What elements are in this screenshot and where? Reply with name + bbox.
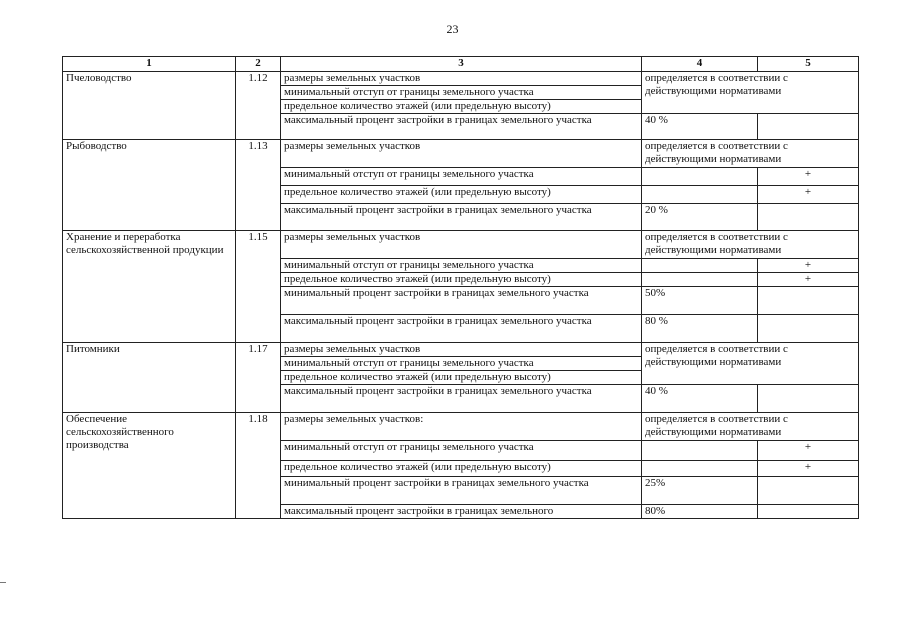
use-name: Хранение и переработка сельскохозяйственной продукции xyxy=(63,231,236,343)
param-cell: размеры земельных участков: xyxy=(281,413,642,441)
merged-value-cell: определяется в соответствии с действующими нормативами xyxy=(642,72,859,114)
percent-cell: 40 % xyxy=(642,114,758,140)
param-cell: максимальный процент застройки в границах земельного участка xyxy=(281,204,642,231)
empty-cell xyxy=(758,315,859,343)
empty-cell xyxy=(758,114,859,140)
empty-cell xyxy=(642,461,758,477)
empty-cell xyxy=(758,287,859,315)
param-cell: предельное количество этажей (или предельную высоту) xyxy=(281,273,642,287)
table-row xyxy=(63,413,859,441)
header-col-1: 1 xyxy=(63,57,236,72)
merged-value-cell: определяется в соответствии с действующими нормативами xyxy=(642,140,859,168)
empty-cell xyxy=(758,505,859,519)
merged-value-cell: определяется в соответствии с действующими нормативами xyxy=(642,413,859,441)
param-cell: минимальный отступ от границы земельного участка xyxy=(281,259,642,273)
use-name: Питомники xyxy=(63,343,236,413)
header-col-4: 4 xyxy=(642,57,758,72)
param-cell: минимальный отступ от границы земельного участка xyxy=(281,441,642,461)
param-cell: размеры земельных участков xyxy=(281,72,642,86)
percent-cell: 80% xyxy=(642,505,758,519)
use-code: 1.12 xyxy=(236,72,281,140)
plus-cell: + xyxy=(758,168,859,186)
plus-cell: + xyxy=(758,441,859,461)
table-row xyxy=(63,140,859,168)
use-code: 1.13 xyxy=(236,140,281,231)
empty-cell xyxy=(758,385,859,413)
percent-cell: 25% xyxy=(642,477,758,505)
header-row xyxy=(63,57,859,72)
param-cell: максимальный процент застройки в границах земельного участка xyxy=(281,114,642,140)
param-cell: максимальный процент застройки в границах земельного xyxy=(281,505,642,519)
param-cell: максимальный процент застройки в границах земельного участка xyxy=(281,315,642,343)
empty-cell xyxy=(642,168,758,186)
table-row xyxy=(63,231,859,259)
header-col-5: 5 xyxy=(758,57,859,72)
param-cell: минимальный отступ от границы земельного участка xyxy=(281,357,642,371)
use-code: 1.18 xyxy=(236,413,281,519)
param-cell: минимальный процент застройки в границах земельного участка xyxy=(281,287,642,315)
param-cell: предельное количество этажей (или предельную высоту) xyxy=(281,186,642,204)
param-cell: предельное количество этажей (или предельную высоту) xyxy=(281,461,642,477)
plus-cell: + xyxy=(758,186,859,204)
percent-cell: 40 % xyxy=(642,385,758,413)
empty-cell xyxy=(642,441,758,461)
page-number: 23 xyxy=(446,22,459,36)
param-cell: предельное количество этажей (или предельную высоту) xyxy=(281,371,642,385)
percent-cell: 20 % xyxy=(642,204,758,231)
table-row xyxy=(63,343,859,357)
param-cell: максимальный процент застройки в границах земельного участка xyxy=(281,385,642,413)
header-col-2: 2 xyxy=(236,57,281,72)
plus-cell: + xyxy=(758,259,859,273)
param-cell: размеры земельных участков xyxy=(281,140,642,168)
use-code: 1.17 xyxy=(236,343,281,413)
plus-cell: + xyxy=(758,273,859,287)
param-cell: размеры земельных участков xyxy=(281,231,642,259)
param-cell: размеры земельных участков xyxy=(281,343,642,357)
param-cell: минимальный процент застройки в границах земельного участка xyxy=(281,477,642,505)
percent-cell: 50% xyxy=(642,287,758,315)
percent-cell: 80 % xyxy=(642,315,758,343)
empty-cell xyxy=(642,259,758,273)
header-col-3: 3 xyxy=(281,57,642,72)
merged-value-cell: определяется в соответствии с действующими нормативами xyxy=(642,231,859,259)
use-name: Пчеловодство xyxy=(63,72,236,140)
param-cell: минимальный отступ от границы земельного участка xyxy=(281,86,642,100)
param-cell: предельное количество этажей (или предельную высоту) xyxy=(281,100,642,114)
use-code: 1.15 xyxy=(236,231,281,343)
use-name: Обеспечение сельскохозяйственного производства xyxy=(63,413,236,519)
empty-cell xyxy=(758,477,859,505)
table-row xyxy=(63,72,859,86)
edge-mark xyxy=(0,582,6,583)
empty-cell xyxy=(758,204,859,231)
use-name: Рыбоводство xyxy=(63,140,236,231)
empty-cell xyxy=(642,186,758,204)
regulations-table xyxy=(62,56,859,519)
param-cell: минимальный отступ от границы земельного участка xyxy=(281,168,642,186)
plus-cell: + xyxy=(758,461,859,477)
merged-value-cell: определяется в соответствии с действующими нормативами xyxy=(642,343,859,385)
empty-cell xyxy=(642,273,758,287)
